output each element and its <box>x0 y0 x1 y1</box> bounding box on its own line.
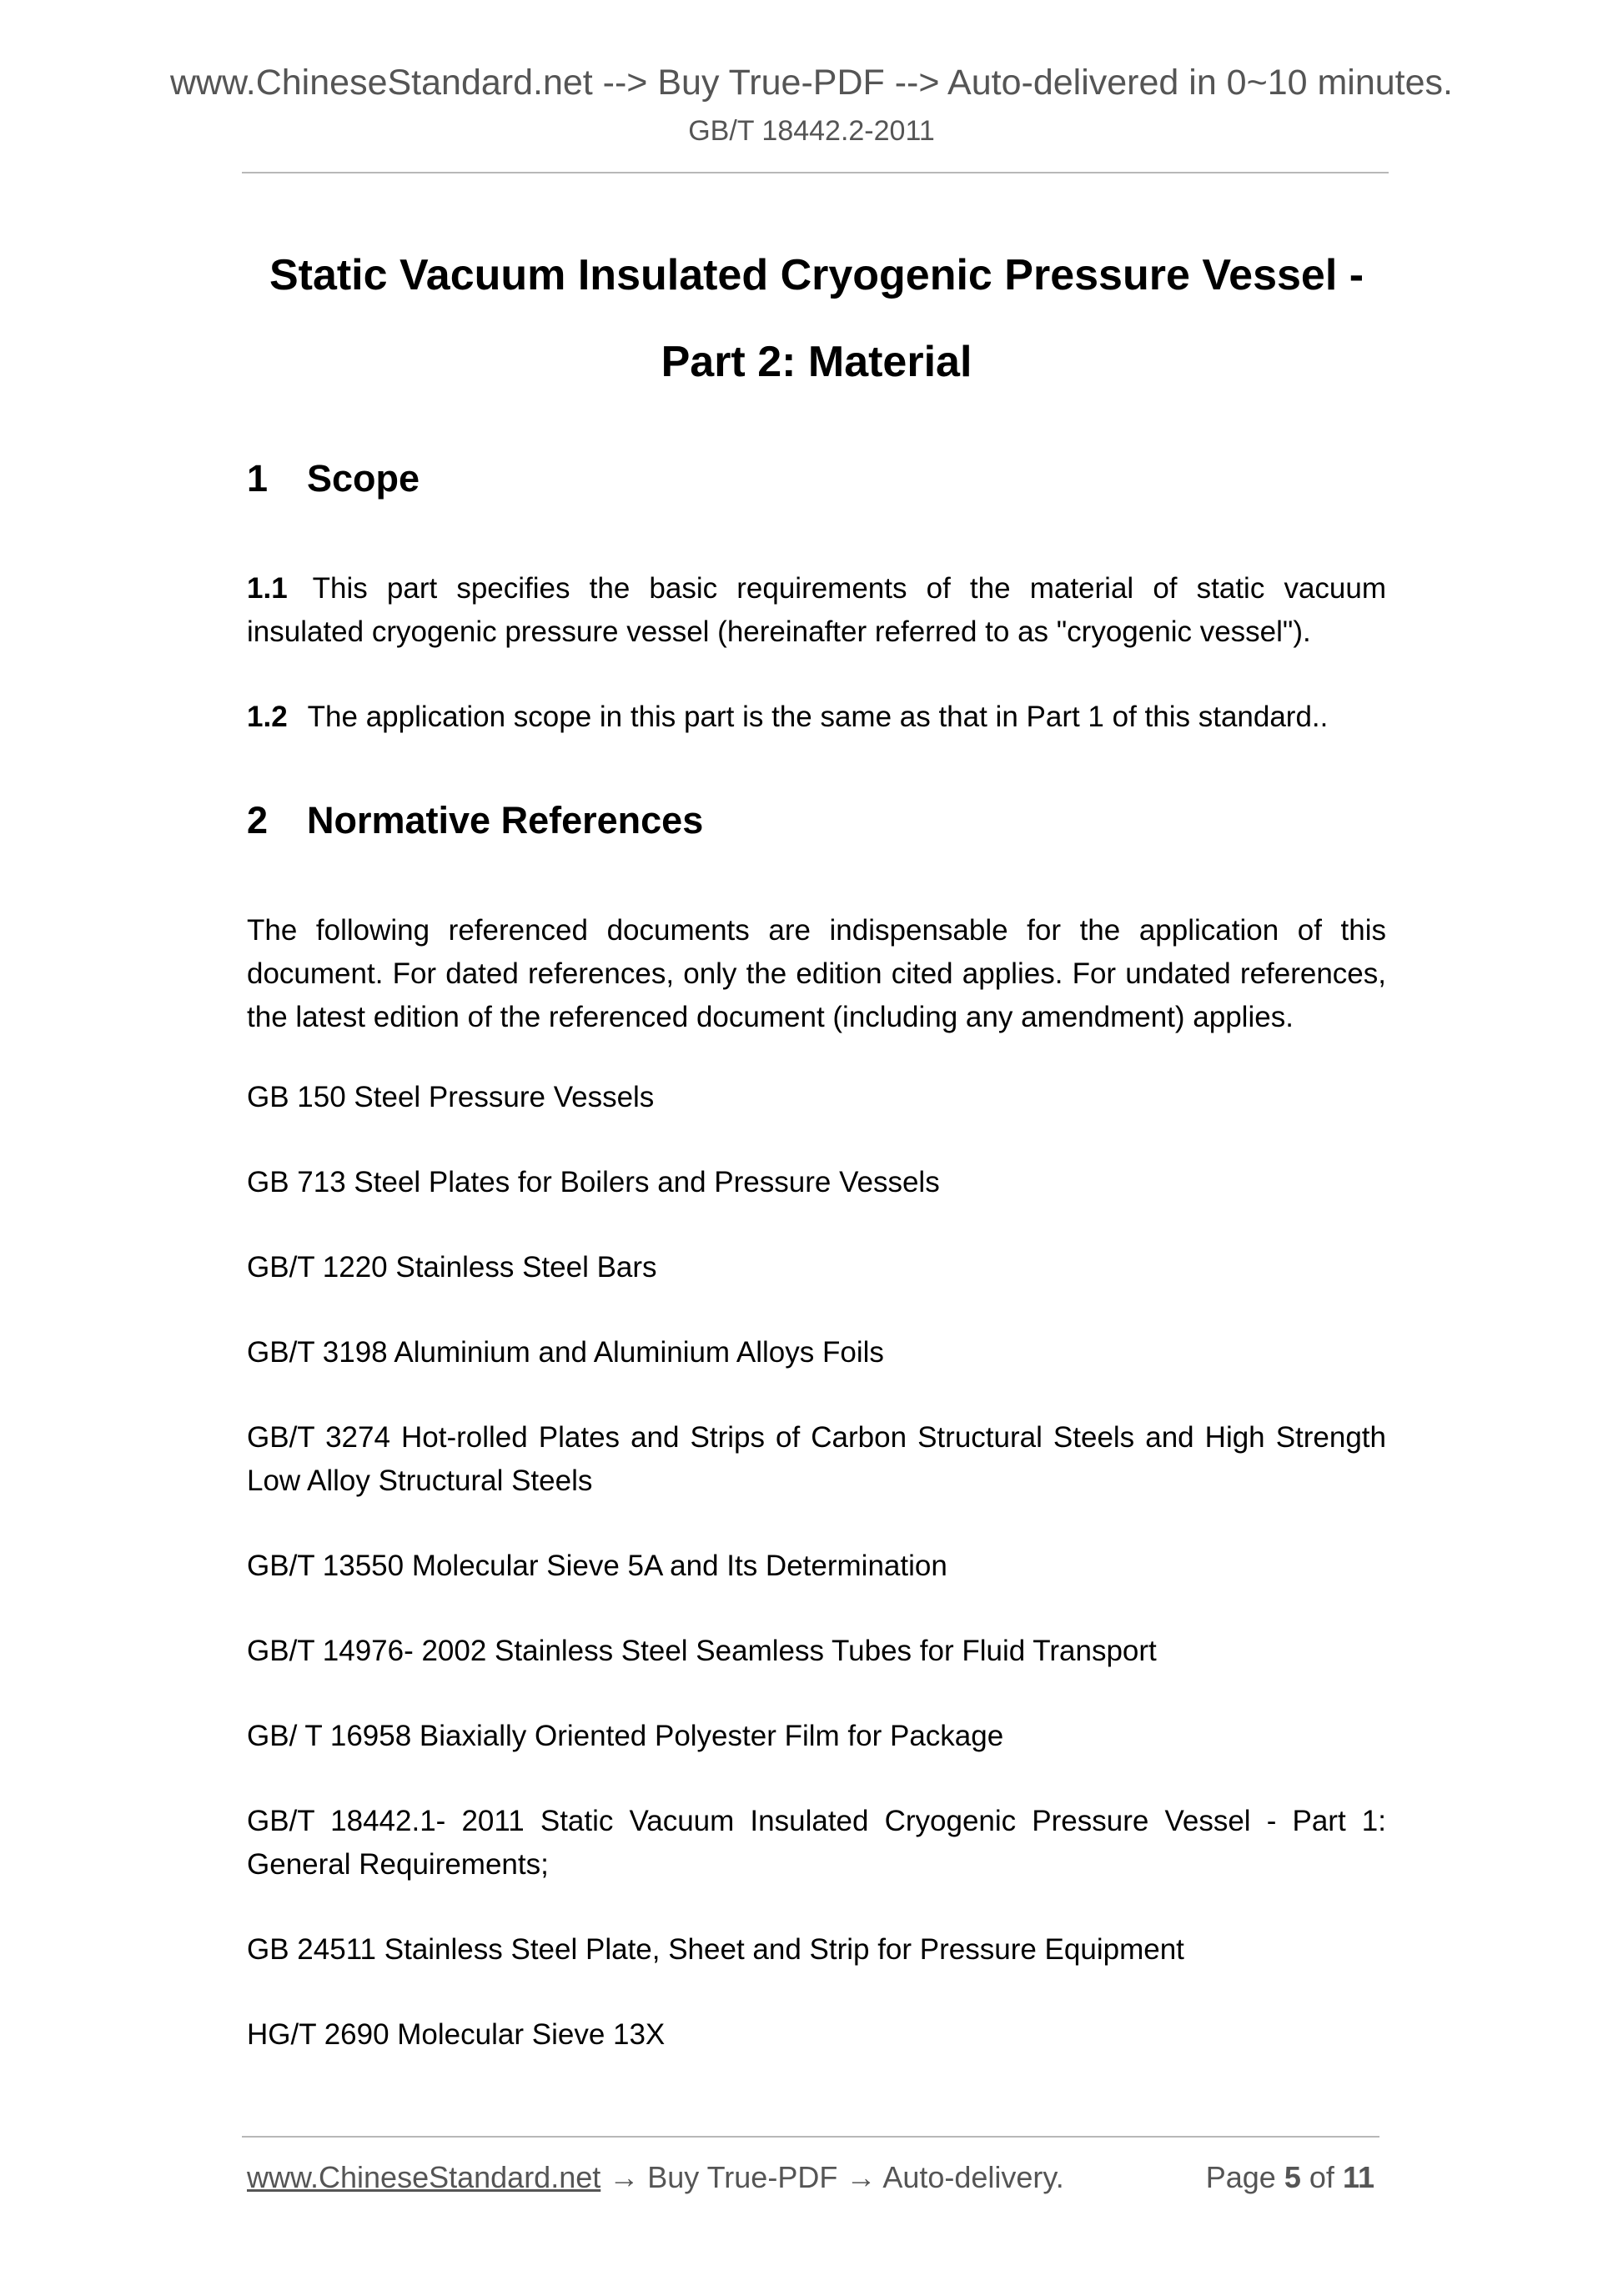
clause-number: 1.2 <box>247 701 288 733</box>
footer-divider <box>242 2136 1379 2138</box>
section-title: Scope <box>307 457 420 500</box>
section-number: 1 <box>247 457 269 500</box>
reference-item: HG/T 2690 Molecular Sieve 13X <box>247 2018 666 2051</box>
header-banner: www.ChineseStandard.net --> Buy True-PDF --> Auto-delivered in 0~10 minutes. <box>169 63 1453 103</box>
clause-1-1 <box>247 567 1386 654</box>
reference-item: GB/T 1220 Stainless Steel Bars <box>247 1251 657 1284</box>
clause-number: 1.1 <box>247 572 288 605</box>
title-line-2: Part 2: Material <box>661 338 972 386</box>
clause-text: The application scope in this part is the same as that in Part 1 of this standard.. <box>307 701 1329 733</box>
reference-item: GB/T 13550 Molecular Sieve 5A and Its Determination <box>247 1550 947 1582</box>
page-footer <box>247 2154 1374 2201</box>
page-label: Page <box>1205 2160 1276 2194</box>
reference-item: GB/T 14976- 2002 Stainless Steel Seamless Tubes for Fluid Transport <box>247 1635 1157 1667</box>
reference-item: GB 150 Steel Pressure Vessels <box>247 1081 655 1113</box>
footer-site-link[interactable]: www.ChineseStandard.net <box>247 2160 601 2194</box>
page-header <box>0 60 1623 150</box>
clause-text: This part specifies the basic requirements of the material of static vacuum insulated cryogenic pressure vessel (hereinafter referred to as "cryogenic vessel"). <box>247 572 1386 648</box>
standard-code: GB/T 18442.2-2011 <box>688 115 935 147</box>
page-current: 5 <box>1284 2160 1301 2194</box>
reference-item: GB/T 3198 Aluminium and Aluminium Alloys Foils <box>247 1336 884 1369</box>
reference-item: GB/T 3274 Hot-rolled Plates and Strips of Carbon Structural Steels and High Strength Low Alloy Structural Steels <box>247 1421 1386 1497</box>
section-number: 2 <box>247 799 269 842</box>
footer-promo <box>247 2154 1064 2201</box>
section-heading-scope <box>247 454 420 504</box>
clause-1-2 <box>247 696 1386 739</box>
page-of-label: of <box>1309 2160 1334 2194</box>
reference-item: GB/ T 16958 Biaxially Oriented Polyester Film for Package <box>247 1720 1004 1752</box>
reference-item: GB/T 18442.1- 2011 Static Vacuum Insulated Cryogenic Pressure Vessel - Part 1: General Requirements; <box>247 1805 1386 1881</box>
references-intro: The following referenced documents are indispensable for the application of this document. For dated references, only the edition cited applies. For undated references, the latest edition of the referenced document (including any amendment) applies. <box>247 914 1386 1033</box>
section-heading-normative-references <box>247 796 703 846</box>
reference-item: GB 24511 Stainless Steel Plate, Sheet and Strip for Pressure Equipment <box>247 1933 1184 1966</box>
title-line-1: Static Vacuum Insulated Cryogenic Pressure Vessel - <box>269 251 1364 299</box>
section-title: Normative References <box>307 799 704 842</box>
footer-promo-text: → Buy True-PDF → Auto-delivery. <box>600 2160 1064 2194</box>
document-title <box>247 232 1386 405</box>
header-divider <box>242 172 1389 173</box>
page-number <box>1206 2154 1374 2201</box>
reference-item: GB 713 Steel Plates for Boilers and Pressure Vessels <box>247 1166 940 1198</box>
reference-list <box>247 1076 1386 2098</box>
page-total: 11 <box>1342 2160 1374 2194</box>
